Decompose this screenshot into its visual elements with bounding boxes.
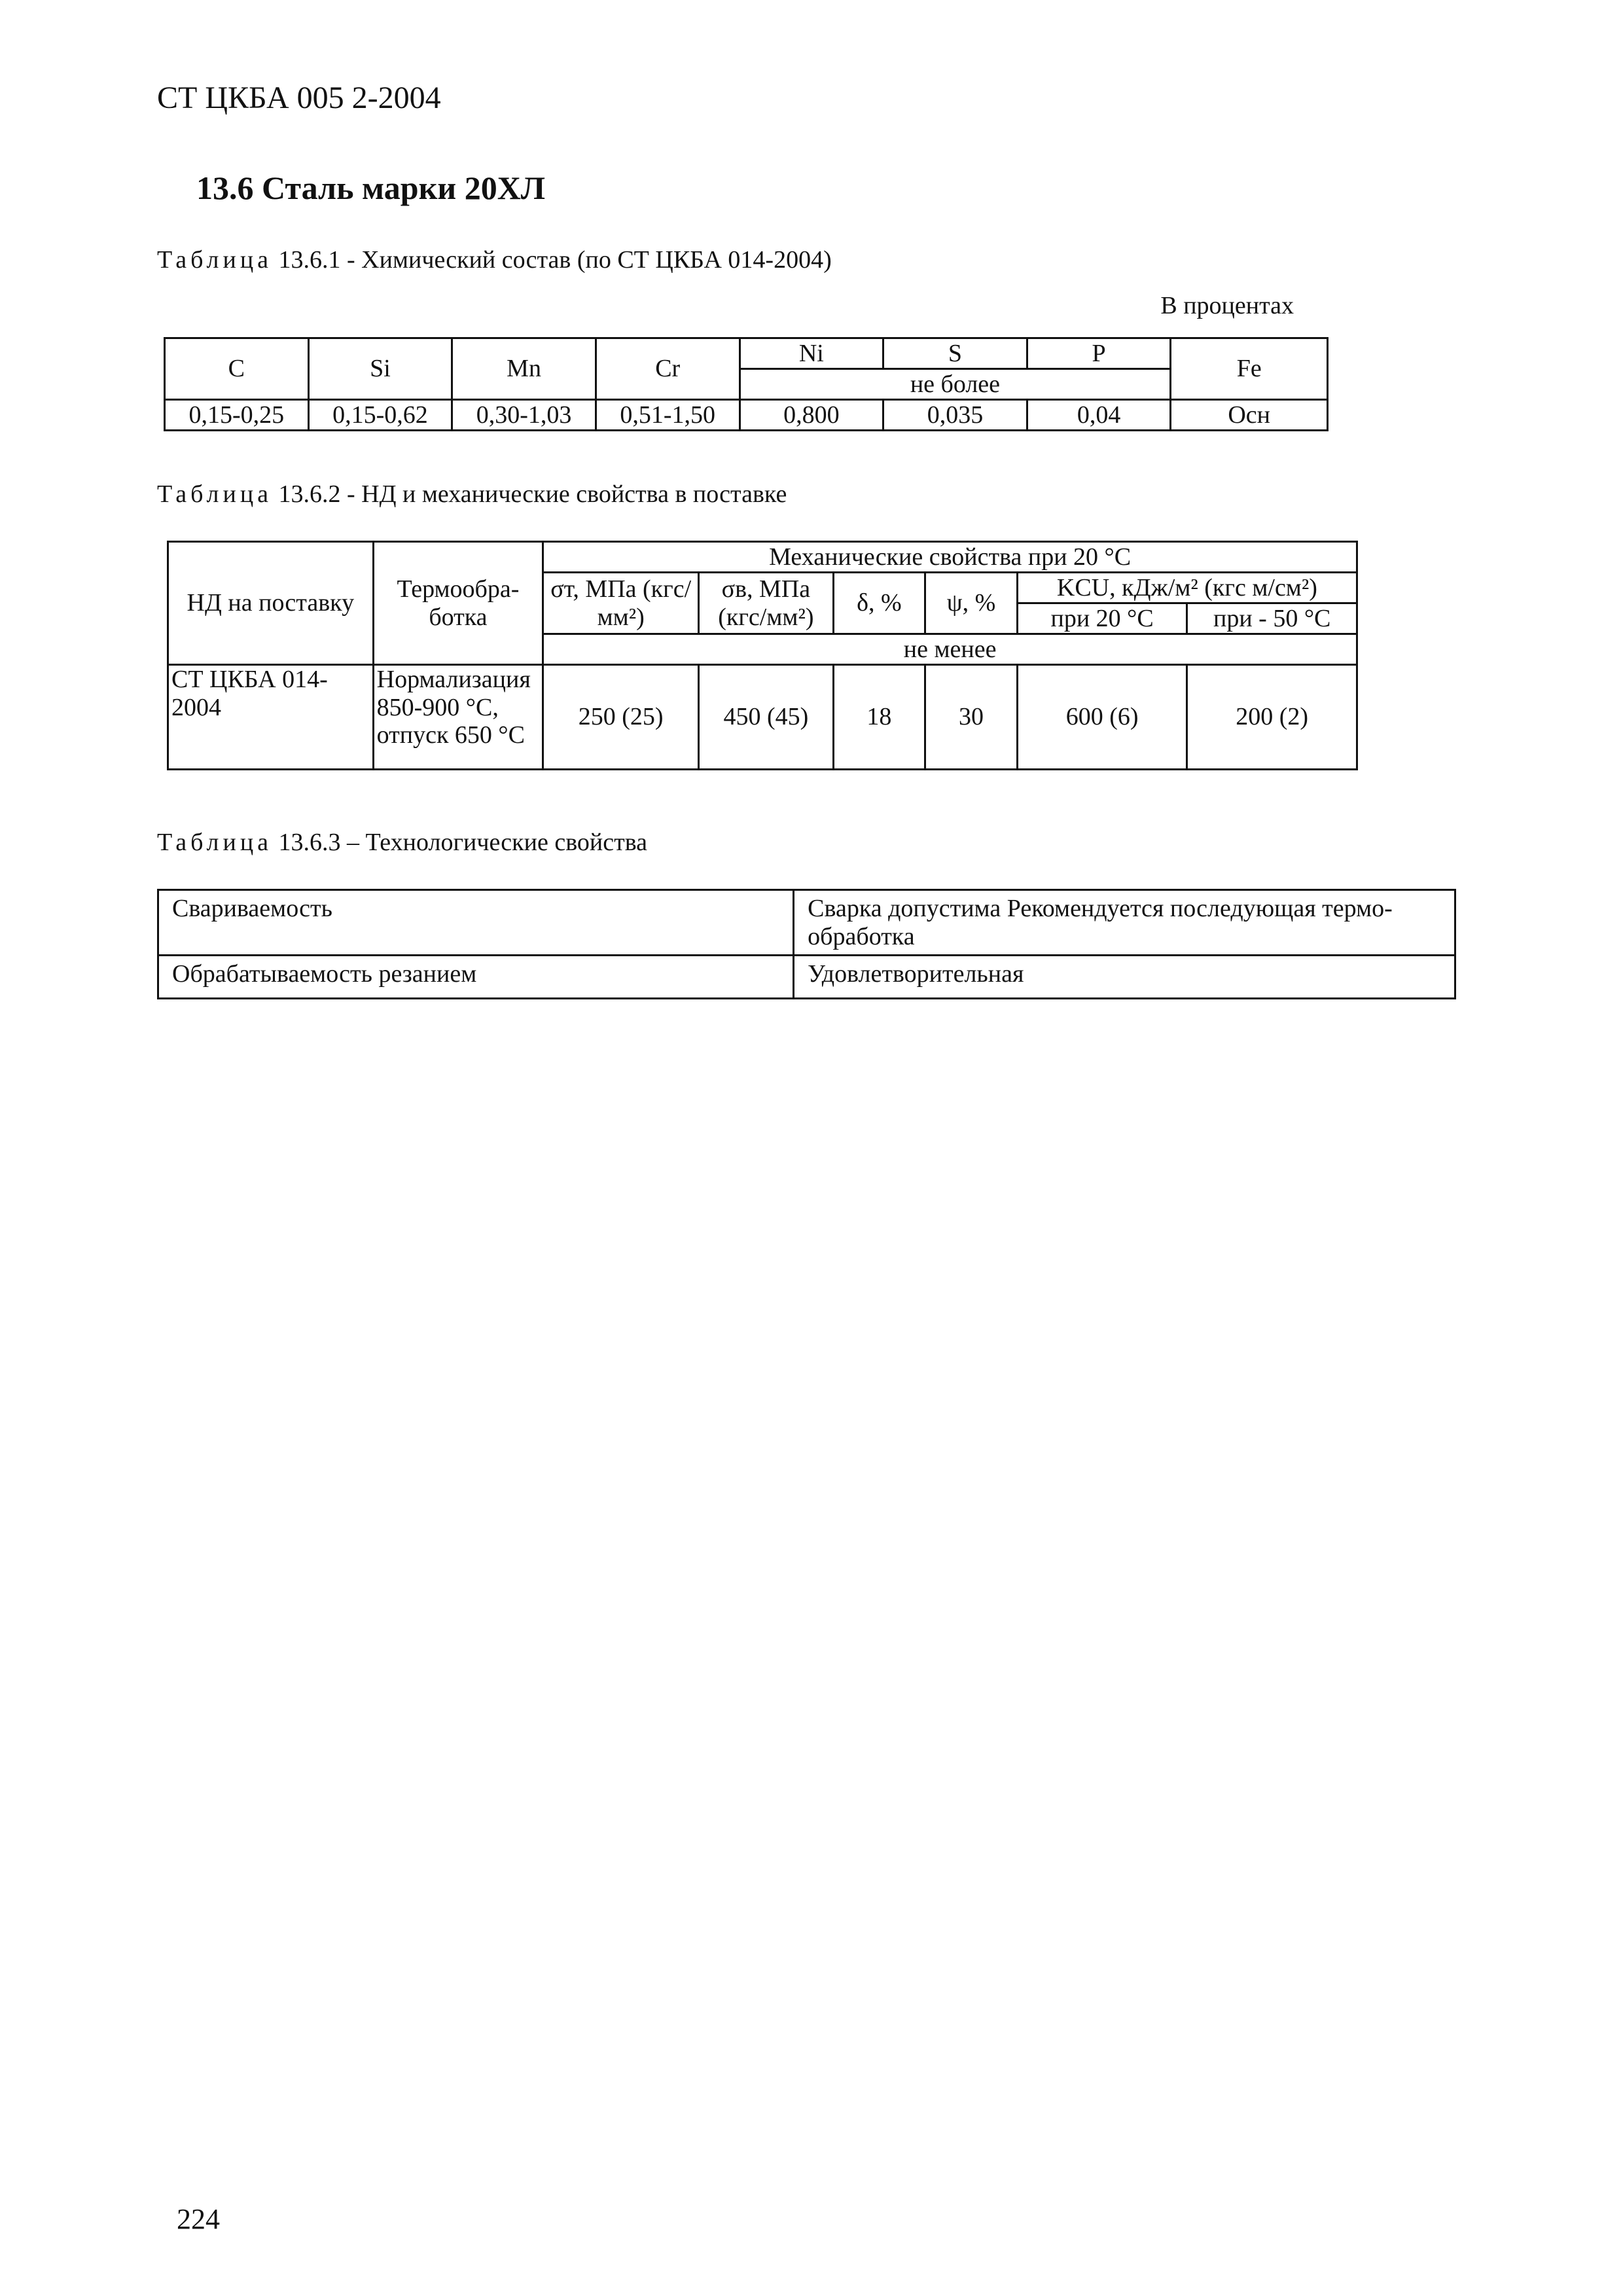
subheader-cell: не более: [740, 369, 1171, 400]
header-nd: НД на поставку: [168, 542, 374, 665]
header-psi: ψ, %: [925, 573, 1018, 634]
table-row: [168, 665, 1357, 770]
property-cell: Обрабатываемость резанием: [158, 956, 794, 999]
table1-caption-text: 13.6.1 - Химический состав (по СТ ЦКБА 014-2004): [278, 246, 832, 274]
data-cell: 0,800: [740, 400, 883, 431]
table-row: [165, 400, 1328, 431]
data-cell: 450 (45): [699, 665, 833, 770]
chemical-composition-table: [164, 337, 1329, 431]
table3-caption-label: Таблица: [157, 829, 273, 856]
subheader-cell: не менее: [543, 634, 1357, 665]
table3-caption-text: 13.6.3 – Технологические свойства: [278, 829, 647, 856]
data-cell: 0,51-1,50: [596, 400, 740, 431]
table1-units: В процентах: [1160, 292, 1294, 319]
table-row: [158, 890, 1455, 956]
data-cell: 0,30-1,03: [452, 400, 596, 431]
data-cell: 200 (2): [1187, 665, 1357, 770]
header-mechanical: Механические свойства при 20 °С: [543, 542, 1357, 573]
header-cell: Ni: [740, 338, 883, 369]
value-cell: Удовлетворительная: [794, 956, 1455, 999]
data-cell: 600 (6): [1017, 665, 1187, 770]
table2-caption-label: Таблица: [157, 480, 273, 508]
header-kcu-20: при 20 °С: [1017, 603, 1187, 634]
value-cell: Сварка допустима Рекомендуется последующая термо-обработка: [794, 890, 1455, 956]
data-cell: 0,15-0,25: [165, 400, 309, 431]
technological-properties-table: [157, 889, 1456, 999]
table1-caption-label: Таблица: [157, 246, 273, 274]
table2-caption-text: 13.6.2 - НД и механические свойства в поставке: [278, 480, 787, 508]
header-cell: Mn: [452, 338, 596, 400]
header-kcu: KCU, кДж/м² (кгс м/см²): [1017, 573, 1357, 603]
data-cell: 30: [925, 665, 1018, 770]
data-cell-nd: СТ ЦКБА 014-2004: [168, 665, 374, 770]
header-sigma-t: σт, МПа (кгс/мм²): [543, 573, 699, 634]
property-cell: Свариваемость: [158, 890, 794, 956]
header-cell: S: [883, 338, 1027, 369]
header-kcu-minus50: при - 50 °С: [1187, 603, 1357, 634]
mechanical-properties-table: [167, 541, 1358, 770]
document-code: СТ ЦКБА 005 2-2004: [157, 81, 441, 115]
table3-caption: [157, 828, 647, 857]
data-cell: 250 (25): [543, 665, 699, 770]
data-cell: 18: [833, 665, 925, 770]
header-cell: Si: [308, 338, 452, 400]
data-cell: 0,15-0,62: [308, 400, 452, 431]
header-delta: δ, %: [833, 573, 925, 634]
data-cell: 0,04: [1027, 400, 1171, 431]
table-row: [158, 956, 1455, 999]
data-cell: Осн: [1171, 400, 1328, 431]
header-cell: Cr: [596, 338, 740, 400]
header-sigma-v: σв, МПа (кгс/мм²): [699, 573, 833, 634]
page-number: 224: [177, 2203, 220, 2235]
header-cell: P: [1027, 338, 1171, 369]
data-cell: 0,035: [883, 400, 1027, 431]
data-cell-heat: Нормализация 850-900 °С, отпуск 650 °С: [373, 665, 543, 770]
header-cell: C: [165, 338, 309, 400]
table1-caption: [157, 245, 832, 274]
table2-caption: [157, 480, 787, 509]
header-heat-treatment: Термообра-ботка: [373, 542, 543, 665]
section-title: 13.6 Сталь марки 20ХЛ: [196, 170, 546, 206]
header-cell: Fe: [1171, 338, 1328, 400]
